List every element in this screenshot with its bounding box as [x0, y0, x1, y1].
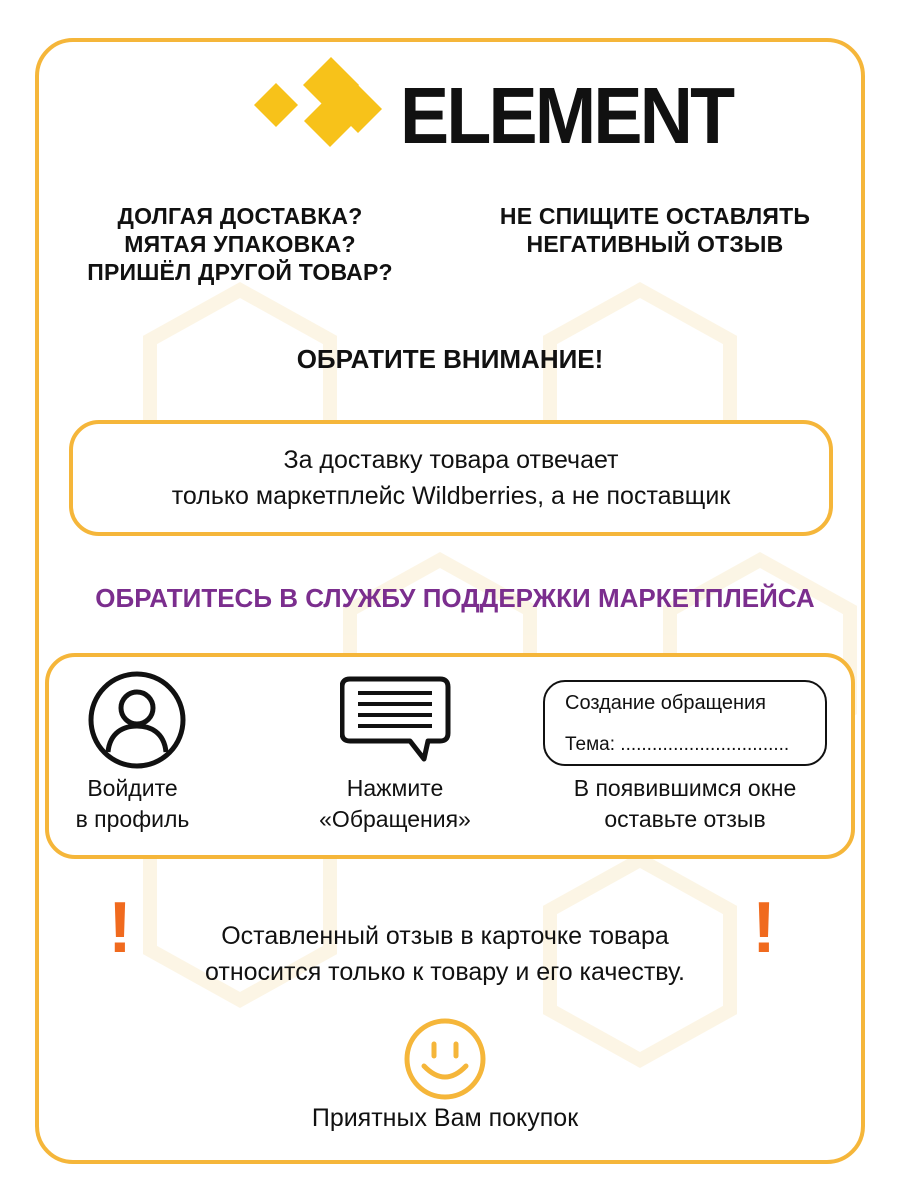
step-label-line: Нажмите: [346, 775, 444, 801]
step-label-line: В появившимся окне: [573, 775, 797, 801]
attention-heading: ОБРАТИТЕ ВНИМАНИЕ!: [296, 344, 604, 374]
notice-line: За доставку товара отвечает: [283, 446, 619, 474]
review-note-line: Оставленный отзыв в карточке товара: [221, 922, 669, 950]
smiley-icon: [402, 1016, 488, 1102]
chat-message-icon: [340, 675, 452, 765]
form-title: Создание обращения: [565, 692, 766, 714]
step-1-label: [40, 773, 225, 835]
user-profile-icon: [86, 670, 188, 770]
question-line: ПРИШЁЛ ДРУГОЙ ТОВАР?: [87, 259, 393, 285]
step-3-label: [535, 773, 835, 835]
exclamation-left-icon: !: [108, 888, 132, 968]
delivery-notice: [73, 424, 829, 514]
step-2-label: [290, 773, 500, 835]
question-line: ДОЛГАЯ ДОСТАВКА?: [117, 203, 363, 229]
step-label-line: оставьте отзыв: [604, 806, 766, 832]
question-line: МЯТАЯ УПАКОВКА?: [124, 231, 356, 257]
review-note-line: относится только к товару и его качеству.: [205, 958, 685, 986]
top-right-message: [470, 202, 840, 258]
message-line: НЕ СПИЩИТЕ ОСТАВЛЯТЬ: [499, 203, 811, 229]
closing-text: Приятных Вам покупок: [311, 1104, 579, 1132]
delivery-notice-box: [69, 420, 833, 536]
review-note: [130, 918, 760, 990]
logo-diamonds-icon: [246, 55, 386, 155]
appeal-form-card: [543, 680, 827, 766]
step-label-line: Войдите: [87, 775, 178, 801]
form-topic-field: Тема: ................................: [565, 734, 790, 755]
brand-name: ELEMENT: [400, 71, 733, 160]
exclamation-right-icon: !: [752, 888, 776, 968]
support-heading: ОБРАТИТЕСЬ В СЛУЖБУ ПОДДЕРЖКИ МАРКЕТПЛЕЙСА: [95, 583, 815, 613]
notice-line: только маркетплейс Wildberries, а не поставщик: [171, 482, 731, 510]
step-label-line: «Обращения»: [319, 806, 471, 832]
step-label-line: в профиль: [75, 806, 190, 832]
message-line: НЕГАТИВНЫЙ ОТЗЫВ: [526, 231, 784, 257]
top-left-questions: [50, 202, 430, 286]
